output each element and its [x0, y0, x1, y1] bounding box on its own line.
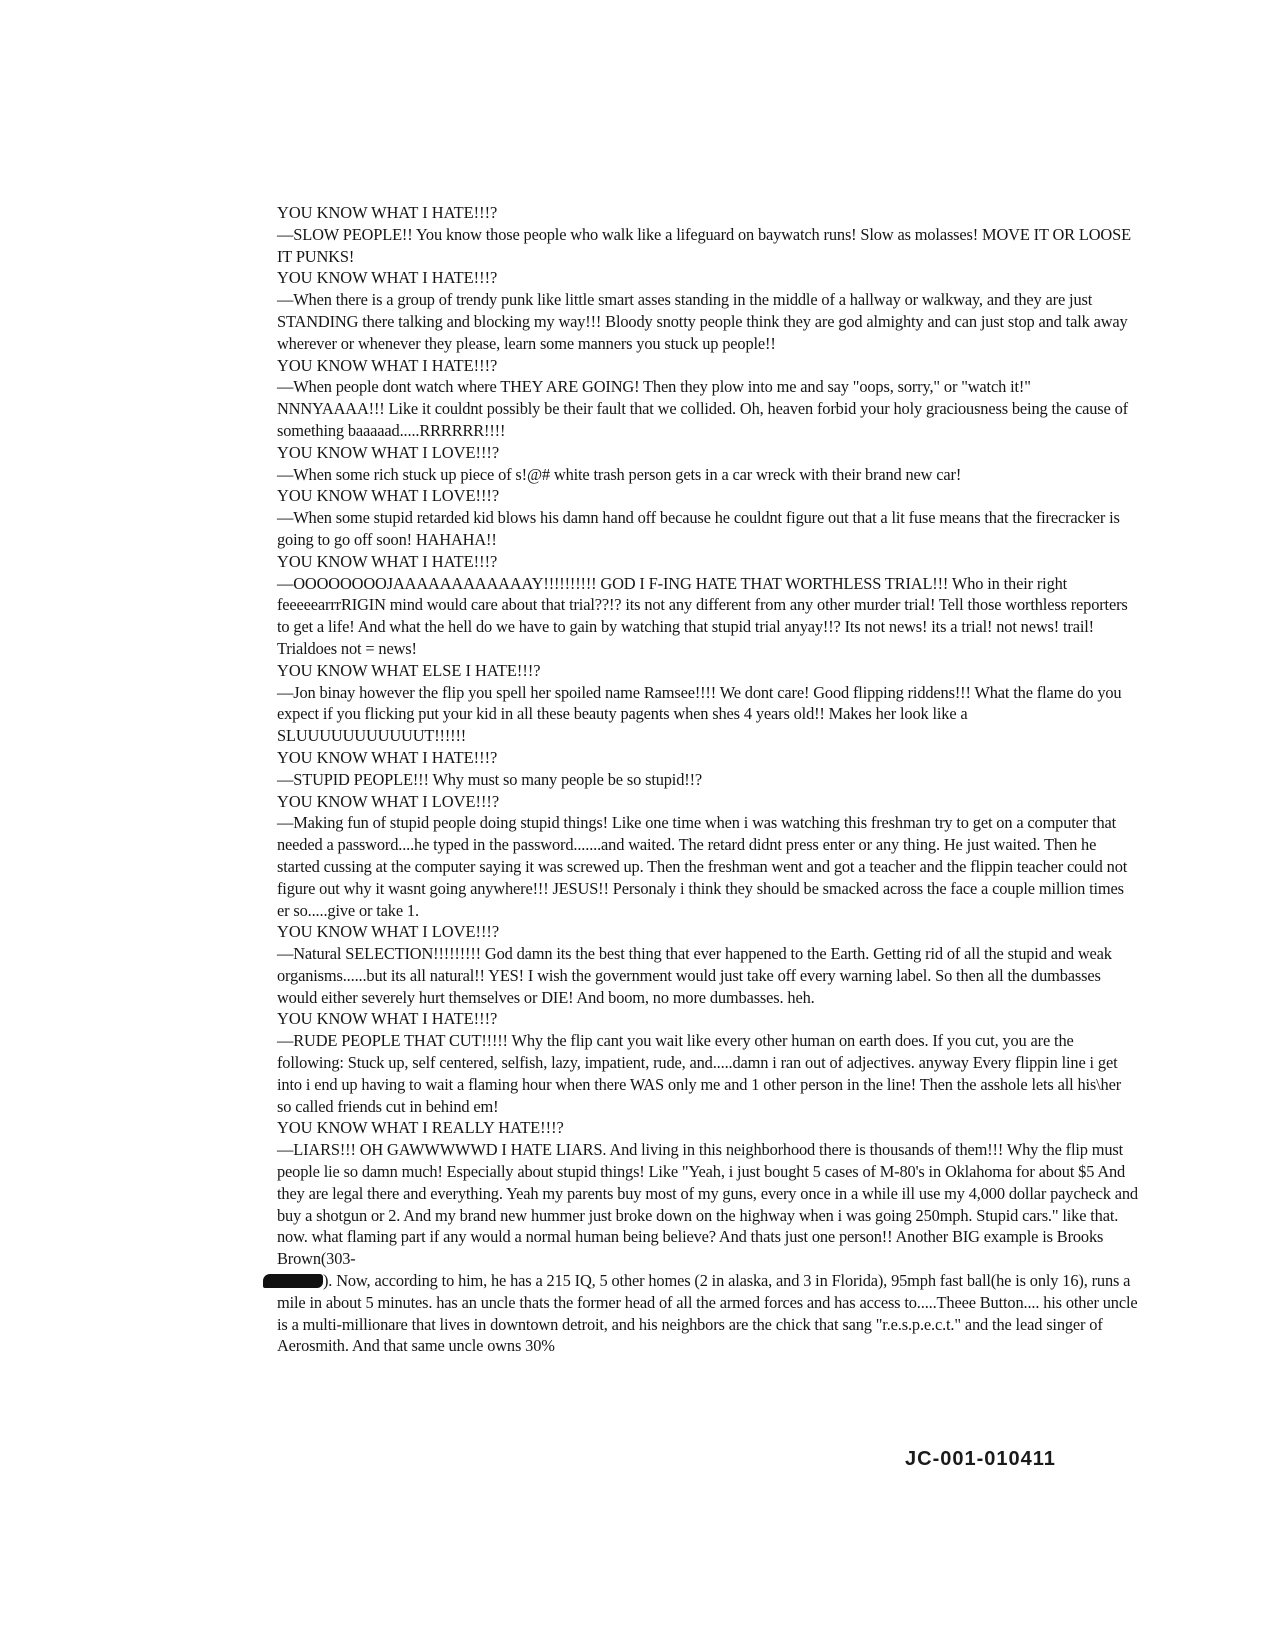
section-heading: YOU KNOW WHAT I LOVE!!!?	[277, 922, 500, 942]
section-heading: YOU KNOW WHAT I HATE!!!?	[277, 203, 498, 222]
text-before-redaction: —LIARS!!! OH GAWWWWWD I HATE LIARS. And living in this neighborhood there is thousands of them!!! Why the flip must people lie so damn much! Especially about stupid things! Like "Yeah, i just bought 5 cases of M-80's in Oklahoma for about $5 And they are legal there and everything. Yeah my parents buy most of my guns, every once in a while ill use my 4,000 dollar paycheck and buy a shotgun or 2. And my brand new hummer just broke down on the highway when i was going 250mph. Stupid cars." like that. now. what flaming part if any would a normal human being believe? And thats just one person!! Another BIG example is Brooks Brown(303-	[277, 1140, 1138, 1269]
section-text: —When some stupid retarded kid blows his damn hand off because he couldnt figure out that a lit fuse means that the firecracker is going to go off soon! HAHAHA!!	[277, 508, 1120, 549]
section-text: —STUPID PEOPLE!!! Why must so many people be so stupid!!?	[277, 769, 703, 789]
section-text: —RUDE PEOPLE THAT CUT!!!!! Why the flip cant you wait like every other human on earth does. If you cut, you are the following: Stuck up, self centered, selfish, lazy, impatient, rude, and.....damn i ran out of adjectives. anyway Every flippin line i get into i end up having to wait a flaming hour when there WAS only me and 1 other person in the line! Then the asshole lets all his\her so called friends cut in behind em!	[277, 1031, 1122, 1116]
section-text: —Natural SELECTION!!!!!!!!! God damn its the best thing that ever happened to the Earth. Getting rid of all the stupid and weak organisms......but its all natural!! YES! I wish the government would just take off every warning label. So then all the dumbasses would either severely hurt themselves or DIE! And boom, no more dumbasses. heh.	[277, 944, 1112, 1007]
redaction-mark	[263, 1274, 323, 1288]
section-heading: YOU KNOW WHAT I LOVE!!!?	[277, 442, 500, 462]
section-heading: YOU KNOW WHAT I HATE!!!?	[277, 355, 498, 375]
section-heading: YOU KNOW WHAT I REALLY HATE!!!?	[277, 1118, 564, 1138]
section-text: —Jon binay however the flip you spell her spoiled name Ramsee!!!! We dont care! Good flipping riddens!!! What the flame do you expect if you flicking put your kid in all these beauty pagents when shes 4 years old!! Makes her look like a SLUUUUUUUUUUUT!!!!!!	[277, 682, 1122, 746]
section-heading: YOU KNOW WHAT I LOVE!!!?	[277, 486, 500, 506]
section-text: —Making fun of stupid people doing stupid things! Like one time when i was watching this freshman try to get on a computer that needed a password....he typed in the password.......and waited. The retard didnt press enter or any thing. He just waited. Then he started cussing at the computer saying it was screwed up. Then the freshman went and got a teacher and the flippin teacher could not figure out why it wasnt going anywhere!!! JESUS!! Personaly i think they should be smacked across the face a couple million times er so.....give or take 1.	[277, 813, 1128, 920]
section-heading: YOU KNOW WHAT I LOVE!!!?	[277, 791, 500, 811]
section-heading: YOU KNOW WHAT I HATE!!!?	[277, 1009, 498, 1029]
document-body	[277, 202, 1139, 1357]
bates-number: JC-001-010411	[905, 1448, 1056, 1470]
section-heading: YOU KNOW WHAT I HATE!!!?	[277, 551, 498, 571]
section-text: —When some rich stuck up piece of s!@# white trash person gets in a car wreck with their brand new car!	[277, 464, 962, 484]
section-heading: YOU KNOW WHAT I HATE!!!?	[277, 268, 498, 288]
section-heading: YOU KNOW WHAT I HATE!!!?	[277, 747, 498, 767]
section-text: —When people dont watch where THEY ARE GOING! Then they plow into me and say "oops, sorry," or "watch it!" NNNYAAAA!!! Like it couldnt possibly be their fault that we collided. Oh, heaven forbid your holy graciousness being the cause of something baaaaad.....RRRRRR!!!!	[277, 377, 1128, 440]
text-after-redaction: ). Now, according to him, he has a 215 IQ, 5 other homes (2 in alaska, and 3 in Florida), 95mph fast ball(he is only 16), runs a mile in about 5 minutes. has an uncle thats the former head of all the armed forces and has access to.....Theee Button.... his other uncle is a multi-millionare that lives in downtown detroit, and his neighbors are the chick that sang "r.e.s.p.e.c.t." and the lead singer of Aerosmith. And that same uncle owns 30%	[277, 1271, 1138, 1356]
section-text	[277, 1139, 1139, 1357]
section-text: —SLOW PEOPLE!! You know those people who walk like a lifeguard on baywatch runs! Slow as molasses! MOVE IT OR LOOSE IT PUNKS!	[277, 224, 1131, 266]
section-heading: YOU KNOW WHAT ELSE I HATE!!!?	[277, 660, 541, 680]
section-text: —When there is a group of trendy punk like little smart asses standing in the middle of a hallway or walkway, and they are just STANDING there talking and blocking my way!!! Bloody snotty people think they are god almighty and can just stop and talk away wherever or whenever they please, learn some manners you stuck up people!!	[277, 290, 1128, 353]
section-text: —OOOOOOOOJAAAAAAAAAAAAY!!!!!!!!!! GOD I F-ING HATE THAT WORTHLESS TRIAL!!! Who in their right feeeeearrrRIGIN mind would care about that trial??!? its not any different from any other murder trial! Tell those worthless reporters to get a life! And what the hell do we have to gain by watching that stupid trial anyay!!? Its not news! its a trial! not news! trail! Trialdoes not = news!	[277, 573, 1128, 658]
